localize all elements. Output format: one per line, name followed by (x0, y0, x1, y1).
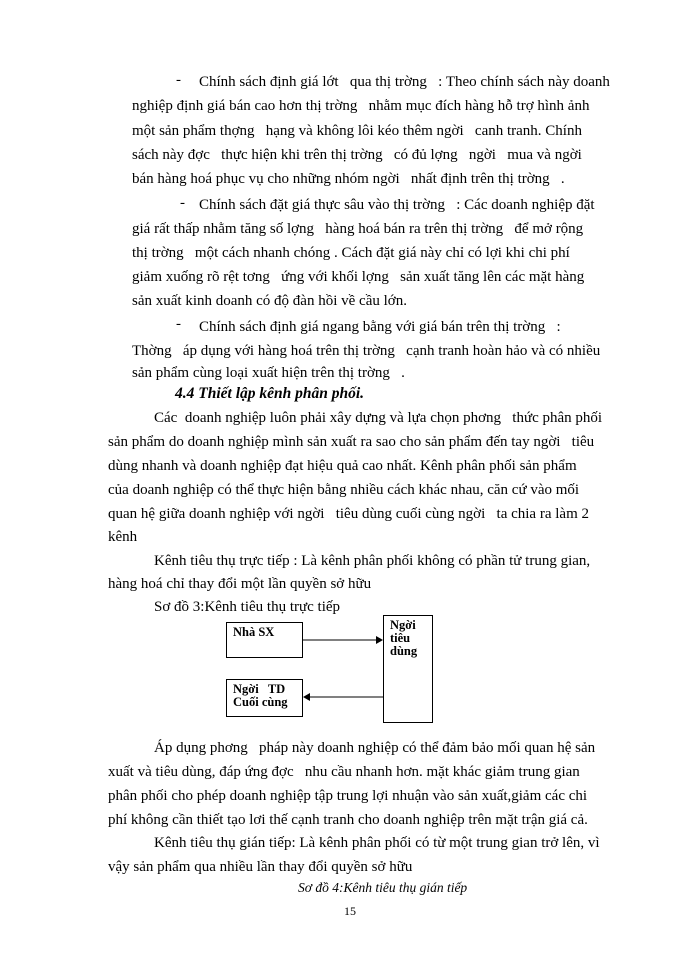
end-user-label-line-1: Ngời TD (233, 682, 286, 696)
p3-line-3: sản phẩm cùng loại xuất hiện trên thị trờng . (132, 365, 405, 381)
section-heading: 4.4 Thiết lập kênh phân phối. (175, 385, 365, 402)
p2-line-1: Chính sách đặt giá thực sâu vào thị trờng : Các doanh nghiệp đặt (199, 197, 595, 213)
p3-line-1: Chính sách định giá ngang bằng với giá bán trên thị trờng : (199, 319, 561, 335)
p6-line-2: xuất và tiêu dùng, đáp ứng đợc nhu cầu nhanh hơn. mặt khác giảm trung gian (108, 764, 580, 780)
p5-line-1: Kênh tiêu thụ trực tiếp : Là kênh phân phối không có phần tử trung gian, (154, 553, 591, 569)
p4-line-4: của doanh nghiệp có thể thực hiện bằng nhiều cách khác nhau, căn cứ vào mối (108, 482, 580, 498)
p6-line-3: phân phối cho phép doanh nghiệp tập trung lợi nhuận vào sản xuất,giảm các chi (108, 788, 588, 804)
p3-line-2: Thờng áp dụng với hàng hoá trên thị trờng cạnh tranh hoàn hảo và có nhiều (132, 343, 601, 359)
consumer-label-line-3: dùng (390, 644, 418, 658)
p1-line-3: một sản phẩm thợng hạng và không lôi kéo thêm ngời canh tranh. Chính (132, 123, 582, 139)
p2-line-5: sản xuất kinh doanh có độ đàn hồi về cầu lớn. (132, 293, 407, 309)
p1-line-1: Chính sách định giá lớt qua thị trờng : Theo chính sách này doanh (199, 74, 610, 90)
p1-line-5: bán hàng hoá phục vụ cho những nhóm ngời nhất định trên thị trờng . (132, 171, 565, 187)
p1-line-2: nghiệp định giá bán cao hơn thị trờng nhằm mục đích hàng hỗ trợ hình ảnh (132, 98, 590, 114)
p4-line-6: kênh (108, 529, 138, 545)
arrow-head (376, 636, 383, 644)
p6-line-1: Áp dụng phơng pháp này doanh nghiệp có thể đảm bảo mối quan hệ sản (154, 740, 596, 756)
p4-line-1: Các doanh nghiệp luôn phải xây dựng và lựa chọn phơng thức phân phối (154, 410, 603, 426)
p5-line-2: hàng hoá chỉ thay đổi một lần quyền sở hữu (108, 576, 372, 592)
producer-box (226, 622, 303, 658)
bullet-marker: - (180, 195, 185, 211)
p1-line-4: sách này đợc thực hiện khi trên thị trờng có đủ lợng ngời mua và ngời (132, 147, 582, 163)
arrow-head (303, 693, 310, 701)
diagram-3-caption: Sơ đồ 3:Kênh tiêu thụ trực tiếp (154, 599, 341, 615)
end-user-box (226, 679, 303, 717)
consumer-box (383, 615, 433, 723)
bullet-marker: - (176, 316, 181, 332)
consumer-label-line-1: Ngời (390, 618, 416, 632)
producer-label: Nhà SX (233, 625, 275, 639)
bullet-marker: - (176, 72, 181, 88)
p4-line-2: sản phẩm do doanh nghiệp mình sản xuất ra sao cho sản phẩm đến tay ngời tiêu (108, 434, 595, 450)
p6-line-4: phí không cần thiết tạo lơi thế cạnh tranh cho doanh nghiệp trên mặt trận giá cả. (108, 812, 588, 828)
end-user-label-line-2: Cuối cùng (233, 695, 288, 709)
p2-line-4: giảm xuống rõ rệt tơng ứng với khối lợng sản xuất tăng lên các mặt hàng (132, 269, 585, 285)
p4-line-5: quan hệ giữa doanh nghiệp với ngời tiêu dùng cuối cùng ngời ta chia ra làm 2 (108, 506, 589, 522)
diagram-4-caption: Sơ đồ 4:Kênh tiêu thụ gián tiếp (298, 880, 468, 895)
p7-line-2: vậy sản phẩm qua nhiều lần thay đổi quyền sở hữu (108, 859, 413, 875)
p2-line-2: giá rất thấp nhằm tăng số lợng hàng hoá bán ra trên thị trờng để mở rộng (132, 221, 584, 237)
p4-line-3: dùng nhanh và doanh nghiệp đạt hiệu quả cao nhất. Kênh phân phối sản phẩm (108, 458, 577, 474)
page-number: 15 (344, 904, 356, 918)
consumer-label-line-2: tiêu (390, 631, 411, 645)
p2-line-3: thị trờng một cách nhanh chóng . Cách đặt giá này chỉ có lợi khi chi phí (132, 245, 570, 261)
p7-line-1: Kênh tiêu thụ gián tiếp: Là kênh phân phối có từ một trung gian trở lên, vì (154, 835, 600, 851)
